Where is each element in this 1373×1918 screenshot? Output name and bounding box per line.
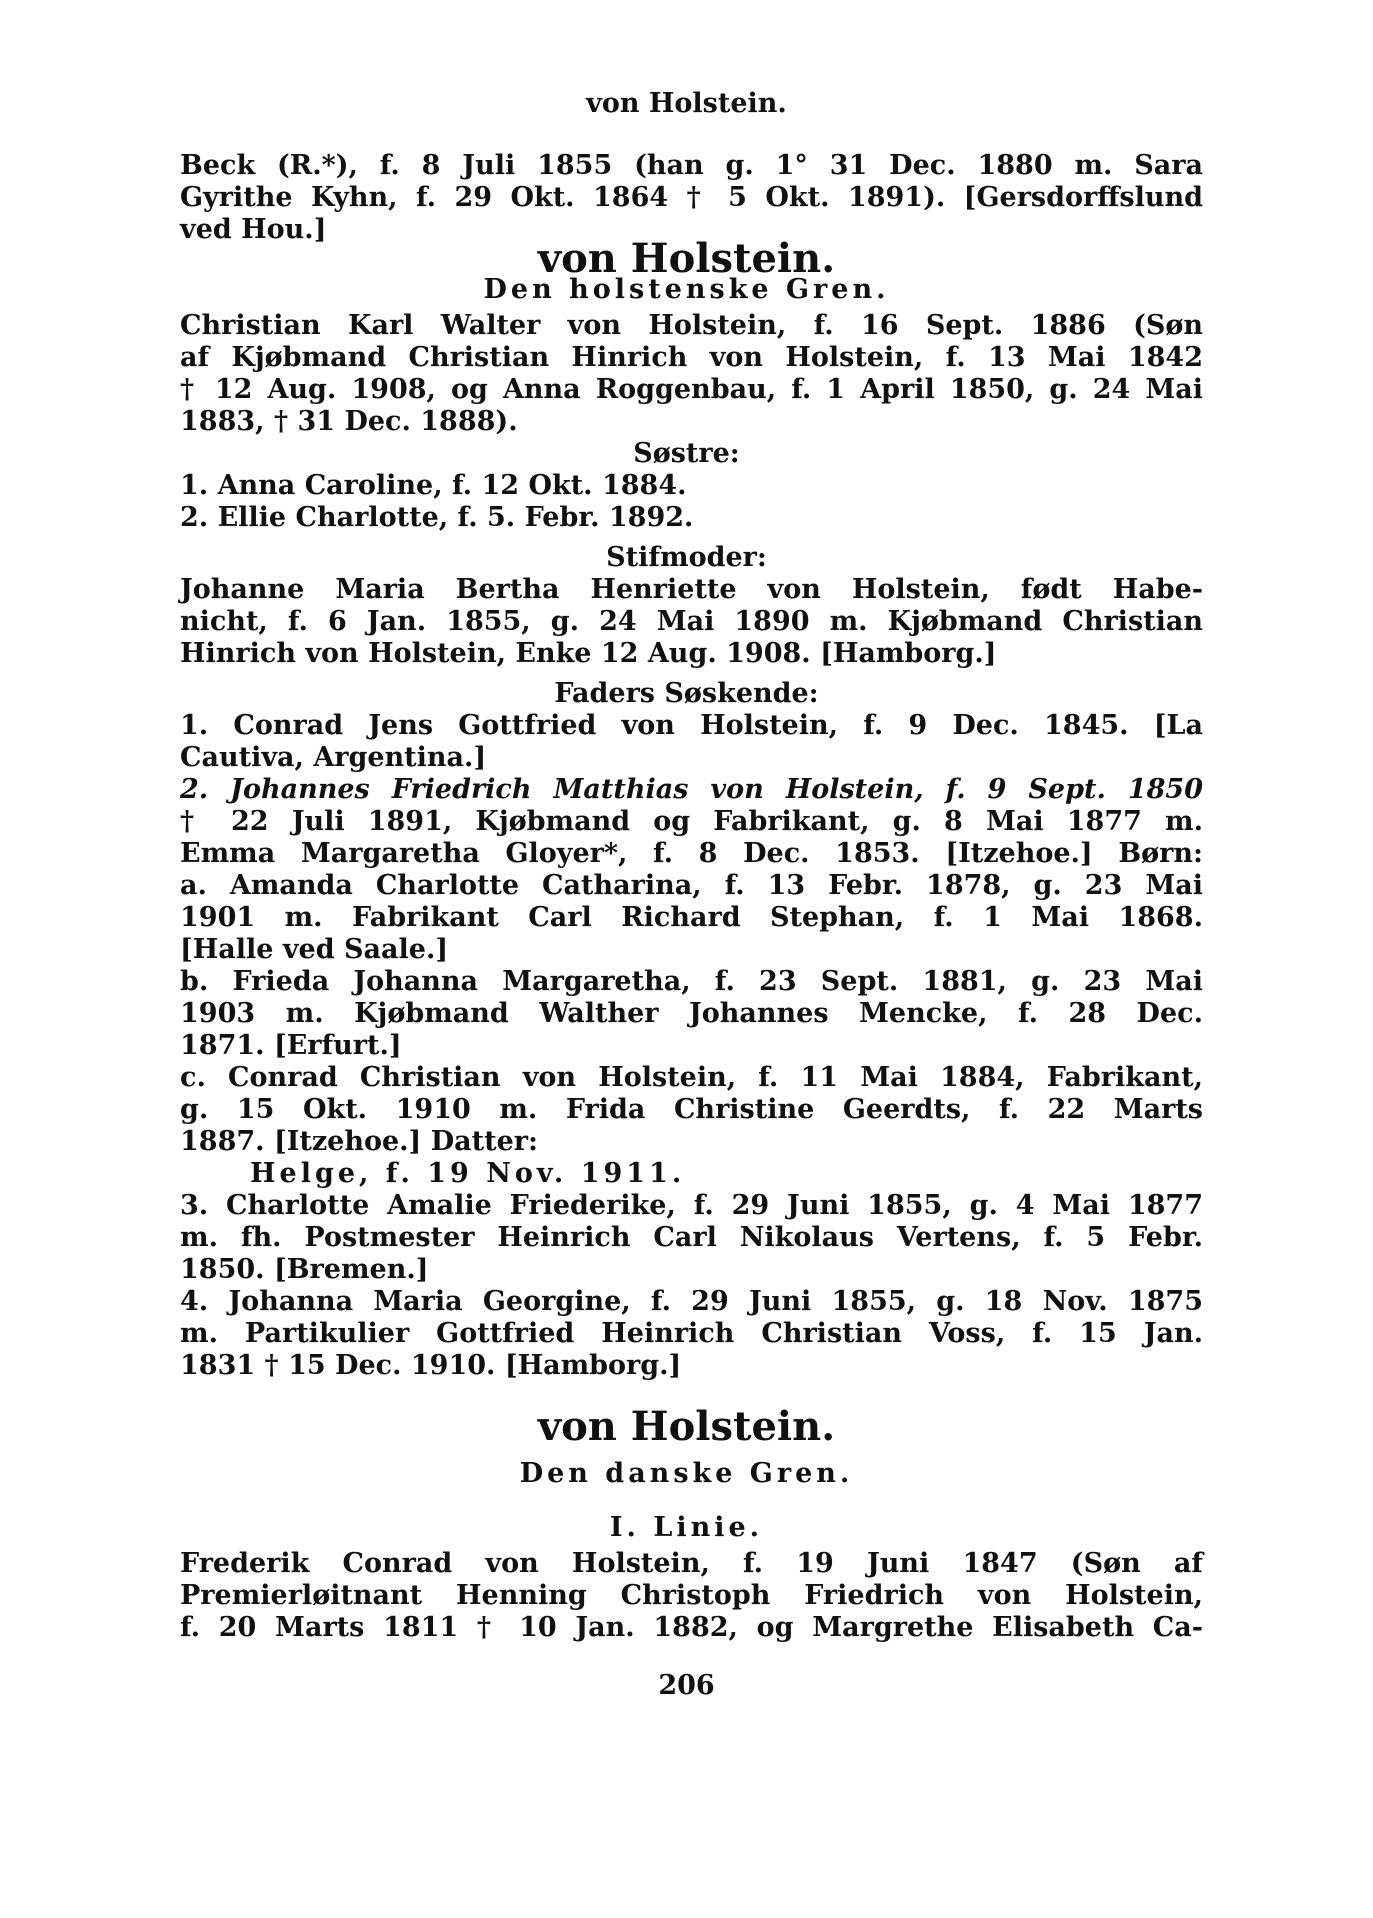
text-line: Hinrich von Holstein, Enke 12 Aug. 1908. [Hamborg.]	[180, 638, 997, 669]
line-heading: I. Linie.	[609, 1512, 764, 1543]
section-title: von Holstein.	[537, 1403, 836, 1450]
list-item: c. Conrad Christian von Holstein, f. 11 Mai 1884, Fabrikant,	[180, 1062, 1203, 1093]
text-line: 1887. [Itzehoe.] Datter:	[180, 1126, 538, 1157]
text-line: Emma Margaretha Gloyer*, f. 8 Dec. 1853. [Itzehoe.] Børn:	[180, 838, 1203, 869]
list-item: 4. Johanna Maria Georgine, f. 29 Juni 1855, g. 18 Nov. 1875	[180, 1286, 1203, 1317]
text-line: nicht, f. 6 Jan. 1855, g. 24 Mai 1890 m. Kjøbmand Christian	[180, 606, 1203, 637]
list-item: 3. Charlotte Amalie Friederike, f. 29 Juni 1855, g. 4 Mai 1877	[180, 1190, 1203, 1221]
text-line: m. Partikulier Gottfried Heinrich Christian Voss, f. 15 Jan.	[180, 1318, 1203, 1349]
text-line: Premierløitnant Henning Christoph Friedrich von Holstein,	[180, 1580, 1203, 1611]
list-item: Helge, f. 19 Nov. 1911.	[250, 1158, 686, 1189]
text-line: m. fh. Postmester Heinrich Carl Nikolaus Vertens, f. 5 Febr.	[180, 1222, 1203, 1253]
text-line: 1831 † 15 Dec. 1910. [Hamborg.]	[180, 1350, 682, 1381]
list-item: 1. Anna Caroline, f. 12 Okt. 1884.	[180, 470, 687, 501]
text-line: 1901 m. Fabrikant Carl Richard Stephan, f. 1 Mai 1868.	[180, 902, 1203, 933]
text-line: [Halle ved Saale.]	[180, 934, 449, 965]
text-line: Beck (R.*), f. 8 Juli 1855 (han g. 1° 31 Dec. 1880 m. Sara	[180, 150, 1203, 181]
text-line: Frederik Conrad von Holstein, f. 19 Juni 1847 (Søn af	[180, 1548, 1203, 1579]
section-title: von Holstein.	[537, 235, 836, 282]
list-item: 2. Johannes Friedrich Matthias von Holstein, f. 9 Sept. 1850	[180, 774, 1203, 805]
text-line: ved Hou.]	[180, 214, 327, 245]
subheading-fathers-siblings: Faders Søskende:	[554, 678, 819, 709]
list-item: a. Amanda Charlotte Catharina, f. 13 Febr. 1878, g. 23 Mai	[180, 870, 1203, 901]
section-subtitle: Den holstenske Gren.	[483, 274, 890, 305]
text-line: af Kjøbmand Christian Hinrich von Holstein, f. 13 Mai 1842	[180, 342, 1203, 373]
section-subtitle: Den danske Gren.	[519, 1458, 854, 1489]
list-item: 1. Conrad Jens Gottfried von Holstein, f. 9 Dec. 1845. [La	[180, 710, 1203, 741]
text-line: † 12 Aug. 1908, og Anna Roggenbau, f. 1 April 1850, g. 24 Mai	[180, 374, 1203, 405]
list-item: b. Frieda Johanna Margaretha, f. 23 Sept. 1881, g. 23 Mai	[180, 966, 1203, 997]
text-line: Cautiva, Argentina.]	[180, 742, 487, 773]
text-line: Christian Karl Walter von Holstein, f. 16 Sept. 1886 (Søn	[180, 310, 1203, 341]
page-number: 206	[658, 1670, 715, 1701]
subheading-stepmother: Stifmoder:	[606, 542, 767, 573]
text-line: Gyrithe Kyhn, f. 29 Okt. 1864 † 5 Okt. 1891). [Gersdorffslund	[180, 182, 1203, 213]
text-line: 1850. [Bremen.]	[180, 1254, 429, 1285]
text-line: Johanne Maria Bertha Henriette von Holstein, født Habe-	[180, 574, 1203, 605]
text-line: 1883, † 31 Dec. 1888).	[180, 406, 518, 437]
running-head: von Holstein.	[586, 88, 787, 119]
text-line: f. 20 Marts 1811 † 10 Jan. 1882, og Margrethe Elisabeth Ca-	[180, 1612, 1203, 1643]
text-line: g. 15 Okt. 1910 m. Frida Christine Geerdts, f. 22 Marts	[180, 1094, 1203, 1125]
text-line: † 22 Juli 1891, Kjøbmand og Fabrikant, g. 8 Mai 1877 m.	[180, 806, 1203, 837]
text-line: 1903 m. Kjøbmand Walther Johannes Mencke, f. 28 Dec.	[180, 998, 1203, 1029]
text-line: 1871. [Erfurt.]	[180, 1030, 402, 1061]
list-item: 2. Ellie Charlotte, f. 5. Febr. 1892.	[180, 502, 694, 533]
subheading-sisters: Søstre:	[633, 438, 740, 469]
